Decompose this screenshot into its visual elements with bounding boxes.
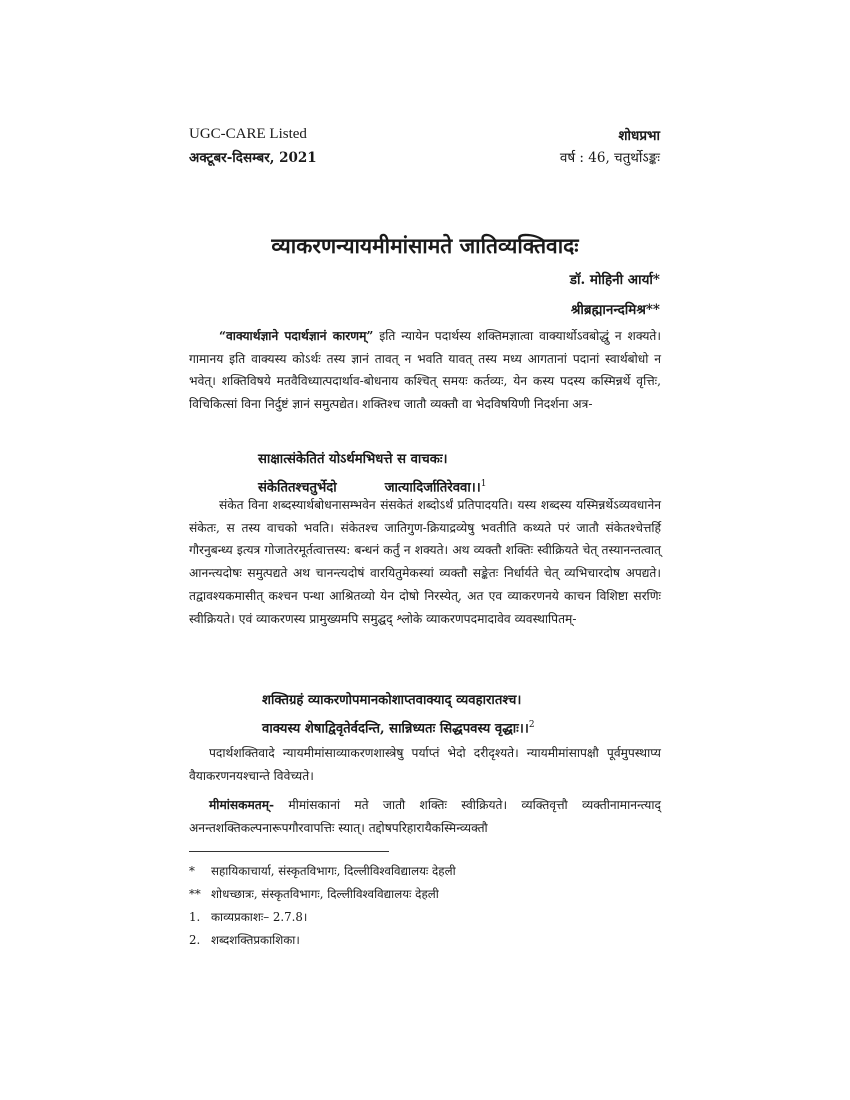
footnote-mark: 2. xyxy=(189,933,201,947)
footnote xyxy=(189,883,456,906)
article-title: व्याकरणन्यायमीमांसामते जातिव्यक्तिवादः xyxy=(271,233,579,258)
verse-2-line-2 xyxy=(262,713,535,741)
footnote xyxy=(189,929,456,952)
footnote-ref-1: 1 xyxy=(480,479,487,489)
footnote-mark: * xyxy=(189,864,195,878)
footnote-mark: 1. xyxy=(189,910,201,924)
author-1: डॉ. मोहिनी आर्या* xyxy=(569,272,660,288)
paragraph-4 xyxy=(189,794,661,839)
footnote-mark: ** xyxy=(189,887,201,901)
footnote-text: काव्यप्रकाशः– 2.7.8। xyxy=(211,910,308,924)
verse-1 xyxy=(258,448,487,500)
footnote xyxy=(189,860,456,883)
paragraph-1-bold: “वाक्यार्थज्ञाने पदार्थज्ञानं कारणम्” xyxy=(219,329,374,343)
verse-2 xyxy=(262,689,535,741)
header-date: अक्टूबर-दिसम्बर, 2021 xyxy=(189,150,317,166)
verse-1-line-2b: जात्यादिर्जातिरेववा।। xyxy=(384,480,481,496)
paragraph-4-text: मीमांसकानां मते जातौ शक्तिः स्वीक्रियते। व्यक्तिवृत्तौ व्यक्तीनामानन्त्याद् अनन्तशक्तिकल्पनारूपगौरवापत्तिः स्यात्। तद्दोषपरिहारायैकस्मिन्व्यक्तौ xyxy=(189,798,661,835)
paragraph-2: संकेत विना शब्दस्यार्थबोधनासम्भवेन संसकेतं शब्दोऽर्थं प्रतिपादयति। यस्य शब्दस्य यस्मिन्नर्थेऽव्यवधानेन संकेतः, स तस्य वाचको भवति। संकेतश्च जातिगुण-क्रियाद्रव्येषु भवतीति कथ्यते परं जातौ संकेतश्चेत्तर्हि गौरनुबन्ध्य इत्यत्र गोजातेरमूर्तत्वात्तस्य: बन्धनं कर्तुं न शक्यते। अथ व्यक्तौ शक्तिः स्वीक्रियते चेत् तस्यानन्तत्वात् आनन्त्यदोषः समुत्पद्यते अथ चानन्त्यदोषं वारयितुमेकस्यां व्यक्तौ सङ्केतः निर्धार्यते चेत् व्यभिचारदोष अपद्यते। तद्वावश्यकमासीत् कश्चन पन्था आश्रितव्यो येन दोषो निरस्येत्, अत एव व्याकरणनये काचन विशिष्टा सरणिः स्वीक्रियते। एवं व्याकरणस्य प्रामुख्यमपि समुद्घद् श्लोके व्याकरणपदमादावेव व्यवस्थापितम्- xyxy=(189,498,661,626)
verse-2-line-2-text: वाक्यस्य शेषाद्विवृतेर्वदन्ति, सान्निध्यतः सिद्धपवस्य वृद्धाः।। xyxy=(262,721,529,737)
header-journal-name: शोधप्रभा xyxy=(618,128,660,144)
verse-2-line-1: शक्तिग्रहं व्याकरणोपमानकोशाप्तवाक्याद् व्यवहारातश्च। xyxy=(262,693,522,708)
section-heading-mimamsaka: मीमांसकमतम्- xyxy=(209,798,275,812)
footnote-text: सहायिकाचार्या, संस्कृतविभागः, दिल्लीविश्वविद्यालयः देहली xyxy=(211,864,456,878)
author-2: श्रीब्रह्मानन्दमिश्र** xyxy=(570,302,660,318)
header-listing: UGC-CARE Listed xyxy=(189,126,307,142)
paragraph-1 xyxy=(189,325,661,416)
footnote-ref-2: 2 xyxy=(528,720,535,730)
footnote-text: शब्दशक्तिप्रकाशिका। xyxy=(211,933,300,947)
paragraph-3: पदार्थशक्तिवादे न्यायमीमांसाव्याकरणशास्त्रेषु पर्याप्तं भेदो दरीदृश्यते। न्यायमीमांसापक्षौ पूर्वमुपस्थाप्य वैयाकरणनयश्चान्ते विवेच्यते। xyxy=(189,746,661,783)
footnote-divider xyxy=(189,851,389,852)
footnotes xyxy=(189,860,456,952)
header-volume: वर्ष : 46, चतुर्थोऽङ्कः xyxy=(559,150,660,166)
footnote-text: शोधच्छात्रः, संस्कृतविभागः, दिल्लीविश्वविद्यालयः देहली xyxy=(211,887,439,901)
verse-1-line-1: साक्षात्संकेतितं योऽर्थमभिधत्ते स वाचकः। xyxy=(258,452,448,467)
footnote xyxy=(189,906,456,929)
paragraph-1-text: इति न्यायेन पदार्थस्य शक्तिमज्ञात्वा वाक्यार्थोऽवबोद्धुं न शक्यते। गामानय इति वाक्यस्य कोऽर्थः तस्य ज्ञानं तावत् न भवति यावत् तस्य मध्य आगतानां पदानां स्वार्थबोधो न भवेत्। शक्तिविषये मतवैविध्यात्पदार्थाव-बोधनाय कश्चित् समयः कर्तव्यः, येन कस्य पदस्य कस्मिन्नर्थे वृत्तिः, विचिकित्सां विना निर्दुष्टं ज्ञानं समुत्पद्येत। शक्तिश्च जातौ व्यक्तौ वा भेदविषयिणी निदर्शना अत्र- xyxy=(189,329,661,412)
verse-1-line-2a: संकेतितश्चतुर्भेदो xyxy=(258,480,337,496)
